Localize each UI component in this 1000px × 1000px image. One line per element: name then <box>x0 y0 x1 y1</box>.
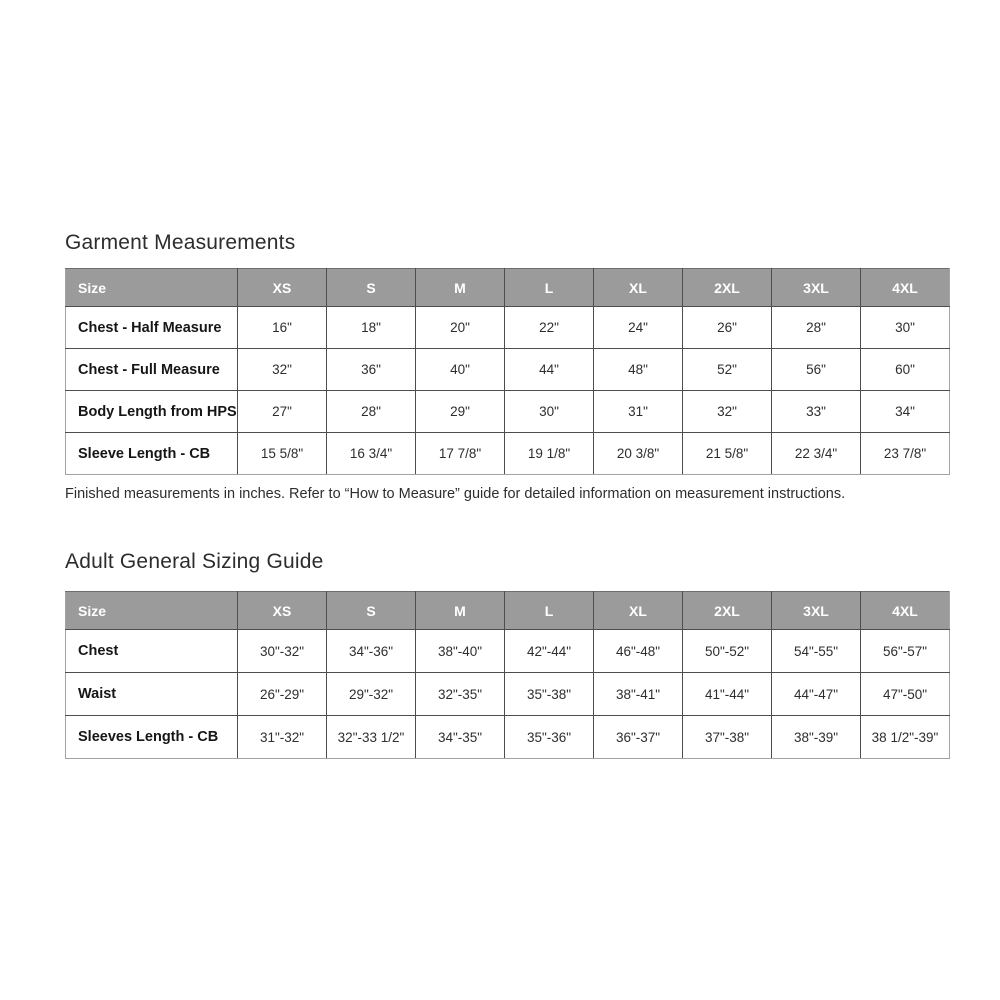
measurement-cell: 36"-37" <box>594 716 683 759</box>
table-row <box>66 349 950 391</box>
size-column-header: 3XL <box>772 592 861 630</box>
adult-sizing-guide-table <box>65 591 950 759</box>
measurement-cell: 26"-29" <box>238 673 327 716</box>
measurement-cell: 34"-36" <box>327 630 416 673</box>
measurement-cell: 18" <box>327 307 416 349</box>
measurement-cell: 29" <box>416 391 505 433</box>
size-column-header: XS <box>238 592 327 630</box>
table-row <box>66 307 950 349</box>
measurement-cell: 30" <box>505 391 594 433</box>
measurement-cell: 29"-32" <box>327 673 416 716</box>
header-row <box>66 269 950 307</box>
measurement-cell: 22 3/4" <box>772 433 861 475</box>
adult-sizing-guide-title: Adult General Sizing Guide <box>65 550 324 573</box>
measurement-cell: 37"-38" <box>683 716 772 759</box>
measurement-cell: 47"-50" <box>861 673 950 716</box>
measurement-cell: 32" <box>683 391 772 433</box>
measurement-cell: 38"-40" <box>416 630 505 673</box>
size-label-header: Size <box>66 269 238 307</box>
measurement-cell: 16" <box>238 307 327 349</box>
size-column-header: S <box>327 592 416 630</box>
size-column-header: S <box>327 269 416 307</box>
measurement-cell: 35"-38" <box>505 673 594 716</box>
measurement-cell: 28" <box>772 307 861 349</box>
row-label: Sleeve Length - CB <box>66 433 238 475</box>
measurement-footnote: Finished measurements in inches. Refer to “How to Measure” guide for detailed information on measurement instructions. <box>65 486 846 502</box>
measurement-cell: 42"-44" <box>505 630 594 673</box>
measurement-cell: 31" <box>594 391 683 433</box>
measurement-cell: 34"-35" <box>416 716 505 759</box>
measurement-cell: 33" <box>772 391 861 433</box>
measurement-cell: 26" <box>683 307 772 349</box>
row-label: Sleeves Length - CB <box>66 716 238 759</box>
measurement-cell: 32"-35" <box>416 673 505 716</box>
measurement-cell: 52" <box>683 349 772 391</box>
measurement-cell: 30" <box>861 307 950 349</box>
size-column-header: XL <box>594 269 683 307</box>
garment-measurements-table <box>65 268 950 475</box>
measurement-cell: 60" <box>861 349 950 391</box>
row-label: Chest - Full Measure <box>66 349 238 391</box>
measurement-cell: 32" <box>238 349 327 391</box>
row-label: Body Length from HPS <box>66 391 238 433</box>
size-column-header: L <box>505 592 594 630</box>
size-column-header: XS <box>238 269 327 307</box>
header-row <box>66 592 950 630</box>
measurement-cell: 56" <box>772 349 861 391</box>
size-column-header: 2XL <box>683 269 772 307</box>
size-column-header: L <box>505 269 594 307</box>
measurement-cell: 22" <box>505 307 594 349</box>
measurement-cell: 28" <box>327 391 416 433</box>
measurement-cell: 17 7/8" <box>416 433 505 475</box>
size-column-header: 2XL <box>683 592 772 630</box>
table-row <box>66 433 950 475</box>
size-column-header: M <box>416 269 505 307</box>
row-label: Chest <box>66 630 238 673</box>
size-column-header: 3XL <box>772 269 861 307</box>
garment-measurements-title: Garment Measurements <box>65 231 296 254</box>
measurement-cell: 41"-44" <box>683 673 772 716</box>
measurement-cell: 36" <box>327 349 416 391</box>
row-label: Chest - Half Measure <box>66 307 238 349</box>
measurement-cell: 19 1/8" <box>505 433 594 475</box>
measurement-cell: 48" <box>594 349 683 391</box>
measurement-cell: 30"-32" <box>238 630 327 673</box>
measurement-cell: 15 5/8" <box>238 433 327 475</box>
measurement-cell: 31"-32" <box>238 716 327 759</box>
table-row <box>66 716 950 759</box>
row-label: Waist <box>66 673 238 716</box>
table-row <box>66 673 950 716</box>
size-label-header: Size <box>66 592 238 630</box>
measurement-cell: 46"-48" <box>594 630 683 673</box>
measurement-cell: 35"-36" <box>505 716 594 759</box>
measurement-cell: 34" <box>861 391 950 433</box>
measurement-cell: 16 3/4" <box>327 433 416 475</box>
measurement-cell: 32"-33 1/2" <box>327 716 416 759</box>
measurement-cell: 40" <box>416 349 505 391</box>
measurement-cell: 38"-41" <box>594 673 683 716</box>
table-row <box>66 391 950 433</box>
measurement-cell: 27" <box>238 391 327 433</box>
measurement-cell: 23 7/8" <box>861 433 950 475</box>
measurement-cell: 44" <box>505 349 594 391</box>
measurement-cell: 20" <box>416 307 505 349</box>
measurement-cell: 54"-55" <box>772 630 861 673</box>
measurement-cell: 38"-39" <box>772 716 861 759</box>
size-column-header: XL <box>594 592 683 630</box>
measurement-cell: 21 5/8" <box>683 433 772 475</box>
measurement-cell: 56"-57" <box>861 630 950 673</box>
table-row <box>66 630 950 673</box>
measurement-cell: 20 3/8" <box>594 433 683 475</box>
measurement-cell: 38 1/2"-39" <box>861 716 950 759</box>
size-column-header: 4XL <box>861 269 950 307</box>
measurement-cell: 44"-47" <box>772 673 861 716</box>
size-column-header: 4XL <box>861 592 950 630</box>
size-column-header: M <box>416 592 505 630</box>
measurement-cell: 50"-52" <box>683 630 772 673</box>
measurement-cell: 24" <box>594 307 683 349</box>
